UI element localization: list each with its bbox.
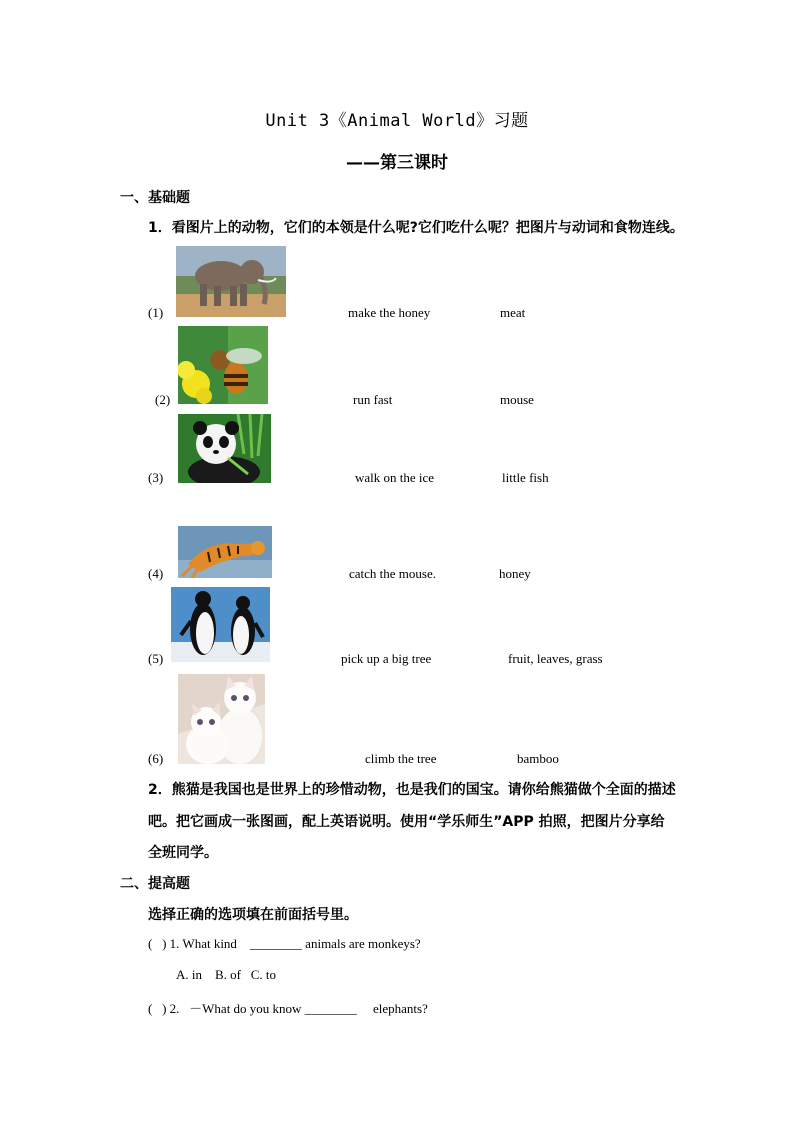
row-1-food: meat [500,305,526,320]
tiger-icon [178,526,272,578]
question-1-text: 1．看图片上的动物，它们的本领是什么呢?它们吃什么呢？把图片与动词和食物连线。 [148,220,684,236]
mc-question-1-options: A. in B. of C. to [176,967,277,982]
row-1-ability: make the honey [348,305,431,320]
row-2-ability: run fast [353,392,393,407]
row-4-food: honey [499,566,531,581]
page-title: Unit 3《Animal World》习题 [265,111,529,131]
section-2-heading: 二、提高题 [120,876,190,892]
panda-icon [178,414,271,483]
question-2-line-2: 吧。把它画成一张图画，配上英语说明。使用“学乐师生”APP 拍照，把图片分享给 [148,814,665,830]
row-2-food: mouse [500,392,534,407]
cat-picture [178,674,265,764]
mc-question-1: ( ) 1. What kind ________ animals are monkeys? [148,936,421,951]
row-1-number: (1) [148,305,164,320]
row-4-number: (4) [148,566,164,581]
row-3-ability: walk on the ice [355,470,435,485]
tiger-picture [178,526,272,578]
row-5-food: fruit, leaves, grass [508,651,603,666]
question-2-line-1: 2．熊猫是我国也是世界上的珍惜动物，也是我们的国宝。请你给熊猫做个全面的描述 [148,782,676,798]
mc-question-2: ( ) 2. －What do you know ________ elephants? [148,1001,428,1016]
penguin-icon [171,587,270,662]
row-5-number: (5) [148,651,164,666]
page-subtitle: ——第三课时 [346,153,448,173]
section-1-heading: 一、基础题 [120,190,190,206]
penguin-picture [171,587,270,662]
row-6-ability: climb the tree [365,751,437,766]
row-5-ability: pick up a big tree [341,651,432,666]
row-3-food: little fish [502,470,549,485]
panda-picture [178,414,271,483]
row-6-number: (6) [148,751,164,766]
bee-picture [178,326,268,404]
section-2-instruction: 选择正确的选项填在前面括号里。 [148,907,358,923]
elephant-picture [176,246,286,317]
row-4-ability: catch the mouse. [349,566,436,581]
row-2-number: (2) [155,392,171,407]
elephant-icon [176,246,286,317]
row-6-food: bamboo [517,751,559,766]
bee-icon [178,326,268,404]
row-3-number: (3) [148,470,164,485]
cat-icon [178,674,265,764]
question-2-line-3: 全班同学。 [148,845,218,861]
